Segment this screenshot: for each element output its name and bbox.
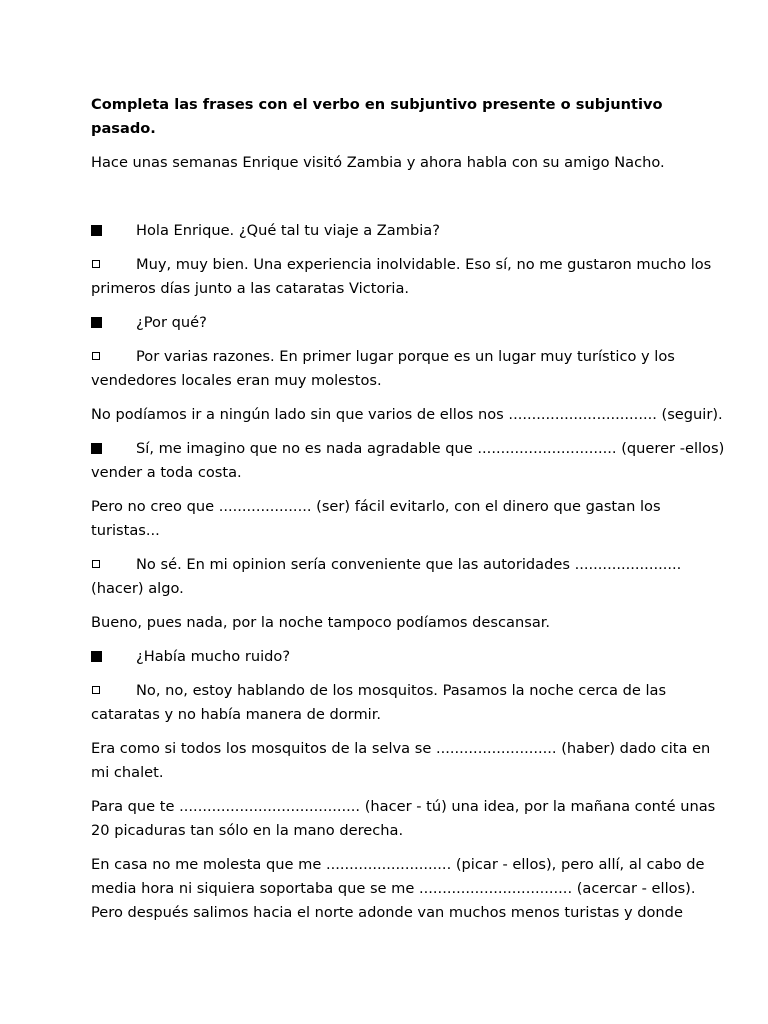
filled-square-icon [91, 311, 136, 335]
dialogue-continuation: En casa no me molesta que me ........................... (picar - ellos), pero allí, al cabo de media hora ni siquiera soportaba que se me ................................. (acercar - ellos). Pero después salimos hacia el norte adonde van muchos menos turistas y donde [91, 856, 705, 921]
line-text: Muy, muy bien. Una experiencia inolvidable. Eso sí, no me gustaron mucho los primeros días junto a las cataratas Victoria. [91, 256, 712, 297]
line-text: ¿Por qué? [136, 314, 207, 331]
filled-square-icon [91, 219, 136, 243]
dialogue-continuation: Bueno, pues nada, por la noche tampoco podíamos descansar. [91, 614, 551, 631]
line-text: Sí, me imagino que no es nada agradable que .............................. (querer -ellos) vender a toda costa. [91, 440, 725, 481]
dialogue-line-nacho [91, 311, 728, 335]
open-square-icon [91, 345, 136, 369]
dialogue-line-enrique [91, 679, 728, 727]
dialogue-line-enrique [91, 345, 728, 393]
filled-square-icon [91, 437, 136, 461]
filled-square-icon [91, 645, 136, 669]
dialogue-line-nacho [91, 219, 728, 243]
open-square-icon [91, 679, 136, 703]
exercise-title: Completa las frases con el verbo en subjuntivo presente o subjuntivo pasado. [91, 96, 663, 137]
open-square-icon [91, 553, 136, 577]
exercise-intro: Hace unas semanas Enrique visitó Zambia y ahora habla con su amigo Nacho. [91, 154, 665, 171]
line-text: Por varias razones. En primer lugar porque es un lugar muy turístico y los vendedores locales eran muy molestos. [91, 348, 675, 389]
dialogue-line-nacho [91, 437, 728, 485]
dialogue-continuation: No podíamos ir a ningún lado sin que varios de ellos nos ................................ (seguir). [91, 406, 723, 423]
line-text: No, no, estoy hablando de los mosquitos. Pasamos la noche cerca de las cataratas y no había manera de dormir. [91, 682, 667, 723]
dialogue-continuation: Pero no creo que .................... (ser) fácil evitarlo, con el dinero que gastan los turistas... [91, 498, 661, 539]
line-text: No sé. En mi opinion sería conveniente que las autoridades ....................... (hacer) algo. [91, 556, 682, 597]
dialogue-line-enrique [91, 553, 728, 601]
dialogue-continuation: Para que te ....................................... (hacer - tú) una idea, por la mañana conté unas 20 picaduras tan sólo en la mano derecha. [91, 798, 716, 839]
line-text: Hola Enrique. ¿Qué tal tu viaje a Zambia? [136, 222, 440, 239]
dialogue-line-nacho [91, 645, 728, 669]
dialogue-line-enrique [91, 253, 728, 301]
open-square-icon [91, 253, 136, 277]
dialogue-continuation: Era como si todos los mosquitos de la selva se .......................... (haber) dado cita en mi chalet. [91, 740, 711, 781]
line-text: ¿Había mucho ruido? [136, 648, 291, 665]
